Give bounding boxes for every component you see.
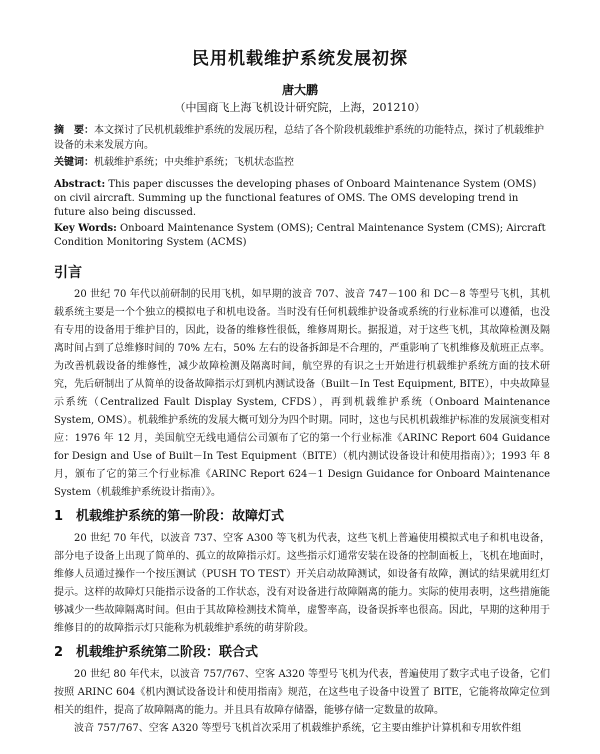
keywords-en-text: Onboard Maintenance System (OMS); Central Maintenance System (CMS); Aircraft Condition Monitoring System (ACMS) — [54, 223, 546, 248]
abstract-en-label: Abstract: — [54, 179, 106, 190]
section-2-number: 2 — [54, 645, 64, 660]
paper-title: 民用机载维护系统发展初探 — [192, 49, 408, 69]
section-1-title: 机载维护系统的第一阶段：故障灯式 — [76, 509, 285, 524]
keywords-en-label: Key Words: — [54, 223, 117, 234]
intro-heading: 引言 — [54, 265, 82, 281]
section-2-paragraph-2: 波音 757/767、空客 A320 等型号飞机首次采用了机载维护系统，它主要由维护计算机和专用软件组 — [74, 723, 522, 734]
section-1-number: 1 — [54, 509, 64, 524]
section-2-paragraph-1: 20 世纪 80 年代末，以波音 757/767、空客 A320 等型号飞机为代表，普遍使用了数字式电子设备，它们按照 ARINC 604《机内测试设备设计和使用指南》规范，在这些电子设备中设置了 BITE，它能将故障定位到相关的组件，提高了故障隔离的能力。并且具有故障存储器，能够存储一定数量的故障。 — [54, 669, 550, 716]
intro-paragraph: 20 世纪 70 年代以前研制的民用飞机，如早期的波音 707、波音 747－100 和 DC－8 等型号飞机，其机载系统主要是一个个独立的模拟电子和机电设备。当时没有任何机载维护设备或系统的行业标准可以遵循，也没有专用的设备用于维护目的，因此，设备的维修性很低，维修周期长。据报道，对于这些飞机，其故障检测及隔离时间占到了总维修时间的 70% 左右，50% 左右的设备拆卸是不合理的，严重影响了飞机维修及航班正点率。为改善机载设备的维修性，减少故障检测及隔离时间，航空界的有识之士开始进行机载维护系统方面的技术研究，先后研制出了从简单的设备故障指示灯到机内测试设备（Built－In Test Equipment, BITE），中央故障显示系统（Centralized Fault Display System, CFDS），再到机载维护系统（Onboard Maintenance System, OMS）。机载维护系统的发展大概可划分为四个时期。同时，这也与民机机载维护标准的发展演变相对应：1976 年 12 月，美国航空无线电通信公司颁布了它的第一个行业标准《ARINC Report 604 Guidance for Design and Use of Built－In Test Equipment（BITE）（机内测试设备设计和使用指南）》；1993 年 8 月，颁布了它的第三个行业标准《ARINC Report 624－1 Design Guidance for Onboard Maintenance System（机载维护系统设计指南）》。 — [54, 289, 550, 498]
section-2-title: 机载维护系统第二阶段：联合式 — [76, 645, 259, 660]
keywords-cn-label: 关键词： — [54, 157, 94, 168]
abstract-cn-text: 本文探讨了民机机载维护系统的发展历程，总结了各个阶段机载维护系统的功能特点，探讨了机载维护设备的未来发展方向。 — [54, 125, 544, 151]
keywords-cn — [54, 155, 550, 170]
abstract-cn — [54, 123, 550, 153]
section-2-heading — [54, 644, 550, 662]
author-affiliation: （中国商飞上海飞机设计研究院，上海，201210） — [174, 101, 426, 114]
abstract-spacer — [0, 170, 600, 178]
keywords-en — [54, 222, 550, 250]
section-1-paragraph: 20 世纪 70 年代，以波音 737、空客 A300 等飞机为代表，这些飞机上普遍使用模拟式电子和机电设备，部分电子设备上出现了简单的、孤立的故障指示灯。这些指示灯通常安装在设备的控制面板上，飞机在地面时，维修人员通过操作一个按压测试（PUSH TO TEST）开关启动故障测试，如设备有故障，测试的结果就用红灯提示。这样的故障灯只能指示设备的工作状态，没有对设备进行故障隔离的能力。实际的使用表明，这些措施能够减少一些故障隔离时间。但由于其故障检测技术简单，虚警率高，设备误拆率也很高。因此，早期的这种用于维修目的的故障指示灯只能称为机载维护系统的萌芽阶段。 — [54, 533, 550, 634]
abstract-en-text: This paper discusses the developing phases of Onboard Maintenance System (OMS) on civil aircraft. Summing up the functional features of OMS. The OMS developing trend in future also being discussed. — [54, 179, 537, 218]
keywords-cn-text: 机载维护系统；中央维护系统；飞机状态监控 — [94, 157, 294, 168]
abstract-en — [54, 178, 550, 220]
section-1-heading — [54, 508, 550, 526]
abstract-cn-label: 摘 要： — [54, 125, 94, 136]
author-name: 唐大鹏 — [281, 83, 318, 97]
